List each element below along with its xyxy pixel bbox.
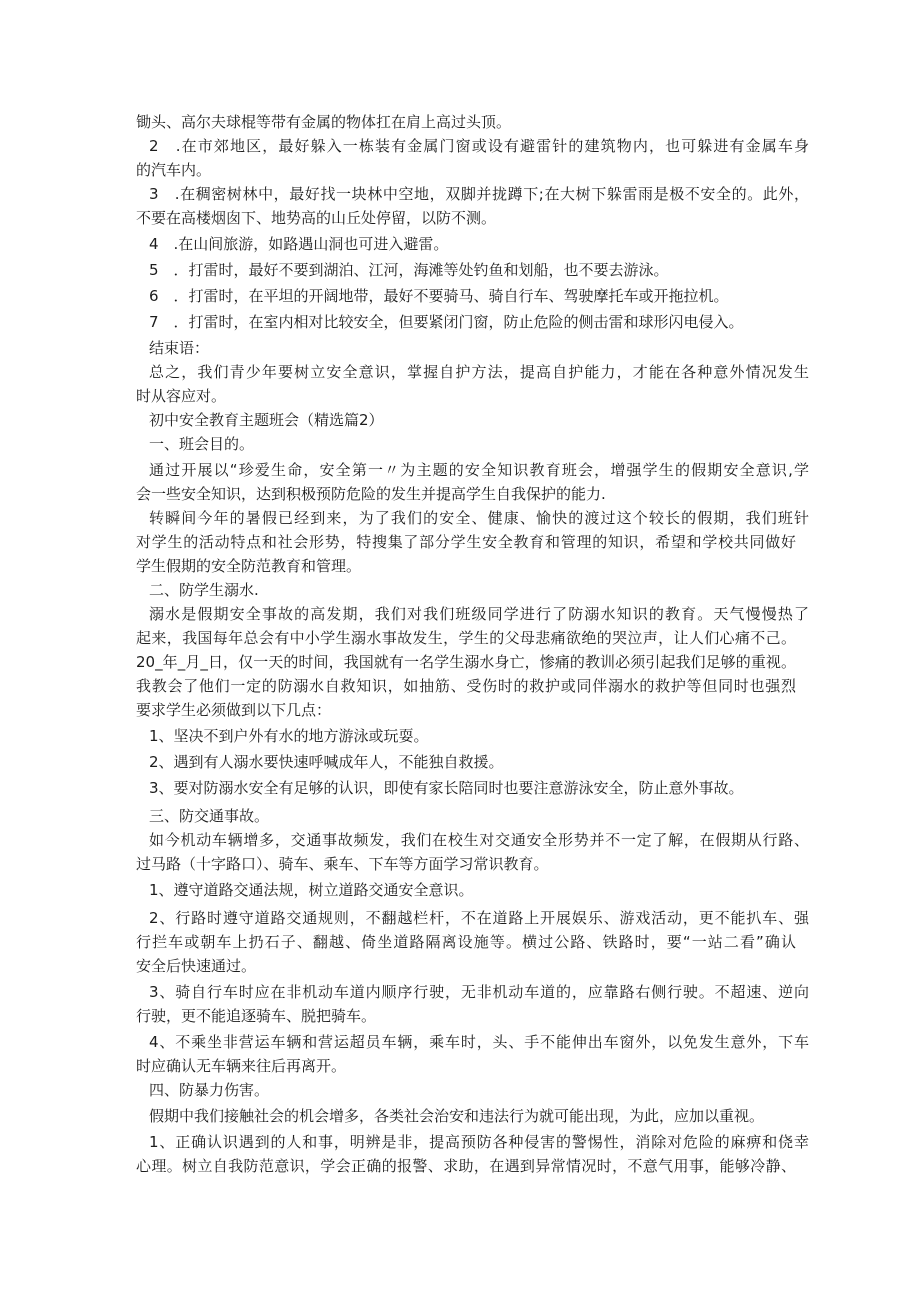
text-line: 4 .在山间旅游，如路遇山洞也可进入避雷。 bbox=[149, 235, 449, 253]
list-item: 1、正确认识遇到的人和事，明辨是非，提高预防各种侵害的警惕性，消除对危险的麻痹和侥幸 bbox=[149, 1133, 809, 1151]
text-line: 的汽车内。 bbox=[136, 161, 212, 179]
text-line: 6 ．打雷时，在平坦的开阔地带，最好不要骑马、骑自行车、驾驶摩托车或开拖拉机。 bbox=[149, 287, 729, 305]
text-line: 假期中我们接触社会的机会增多，各类社会治安和违法行为就可能出现，为此，应加以重视。 bbox=[149, 1107, 765, 1125]
text-line: 我教会了他们一定的防溺水自救知识，如抽筋、受伤时的救护或同伴溺水的救护等但同时也强烈 bbox=[136, 677, 796, 695]
section-title: 初中安全教育主题班会（精选篇2） bbox=[149, 411, 384, 429]
text-line: 不要在高楼烟囱下、地势高的山丘处停留，以防不测。 bbox=[136, 209, 497, 227]
list-item: 2、行路时遵守道路交通规则，不翻越栏杆，不在道路上开展娱乐、游戏活动，更不能扒车、强 bbox=[149, 909, 809, 927]
text-line: 时从容应对。 bbox=[136, 387, 227, 405]
list-item: 2、遇到有人溺水要快速呼喊成年人，不能独自救援。 bbox=[149, 753, 504, 771]
text-line: 20_年_月_日，仅一天的时间，我国就有一名学生溺水身亡，惨痛的教训必须引起我们足够的重视。 bbox=[136, 653, 796, 671]
list-item: 3、骑自行车时应在非机动车道内顺序行驶，无非机动车道的，应靠路右侧行驶。不超速、逆向 bbox=[149, 983, 809, 1001]
text-line: 起来，我国每年总会有中小学生溺水事故发生，学生的父母悲痛欲绝的哭泣声，让人们心痛不己。 bbox=[136, 629, 796, 647]
text-line: 锄头、高尔夫球棍等带有金属的物体扛在肩上高过头顶。 bbox=[136, 113, 512, 131]
text-line: 学生假期的安全防范教育和管理。 bbox=[136, 557, 362, 575]
text-line: 3 .在稠密树林中，最好找一块林中空地，双脚并拢蹲下;在大树下躲雷雨是极不安全的。此外， bbox=[149, 185, 809, 203]
text-line: 行驶，更不能追逐骑车、脱把骑车。 bbox=[136, 1007, 377, 1025]
text-line: 心理。树立自我防范意识，学会正确的报警、求助，在遇到异常情况时，不意气用事，能够冷静、 bbox=[136, 1157, 796, 1175]
text-line: 要求学生必须做到以下几点： bbox=[136, 701, 332, 719]
text-line: 过马路（十字路口）、骑车、乘车、下车等方面学习常识教育。 bbox=[136, 855, 549, 873]
section-heading: 二、防学生溺水. bbox=[149, 581, 259, 599]
section-heading: 三、防交通事故。 bbox=[149, 807, 270, 825]
text-line: 总之，我们青少年要树立安全意识，掌握自护方法，提高自护能力，才能在各种意外情况发生 bbox=[149, 363, 809, 381]
list-item: 1、坚决不到户外有水的地方游泳或玩耍。 bbox=[149, 727, 429, 745]
section-heading: 一、班会目的。 bbox=[149, 435, 255, 453]
text-line: 结束语： bbox=[149, 339, 210, 357]
text-line: 2 .在市郊地区，最好躲入一栋装有金属门窗或设有避雷针的建筑物内，也可躲进有金属车身 bbox=[149, 137, 809, 155]
text-line: 5 ．打雷时，最好不要到湖泊、江河，海滩等处钓鱼和划船，也不要去游泳。 bbox=[149, 261, 669, 279]
text-line: 会一些安全知识，达到积极预防危险的发生并提高学生自我保护的能力. bbox=[136, 485, 606, 503]
text-line: 行拦车或朝车上扔石子、翻越、倚坐道路隔离设施等。横过公路、铁路时，要“一站二看”确认 bbox=[136, 933, 796, 951]
text-line: 溺水是假期安全事故的高发期，我们对我们班级同学进行了防溺水知识的教育。天气慢慢热了 bbox=[149, 605, 809, 623]
text-line: 通过开展以“珍爱生命，安全第一〃为主题的安全知识教育班会，增强学生的假期安全意识,学 bbox=[149, 461, 809, 479]
text-line: 对学生的活动特点和社会形势，特搜集了部分学生安全教育和管理的知识，希望和学校共同做好 bbox=[136, 533, 796, 551]
text-line: 安全后快速通过。 bbox=[136, 957, 257, 975]
list-item: 4、不乘坐非营运车辆和营运超员车辆，乘车时，头、手不能伸出车窗外，以免发生意外，下车 bbox=[149, 1033, 809, 1051]
list-item: 1、遵守道路交通法规，树立道路交通安全意识。 bbox=[149, 881, 474, 899]
text-line: 时应确认无车辆来往后再离开。 bbox=[136, 1057, 347, 1075]
text-line: 转瞬间今年的暑假已经到来，为了我们的安全、健康、愉快的渡过这个较长的假期，我们班针 bbox=[149, 509, 809, 527]
text-line: 7 ．打雷时，在室内相对比较安全，但要紧闭门窗，防止危险的侧击雷和球形闪电侵入。 bbox=[149, 313, 744, 331]
section-heading: 四、防暴力伤害。 bbox=[149, 1081, 270, 1099]
text-line: 如今机动车辆增多，交通事故频发，我们在校生对交通安全形势并不一定了解，在假期从行路、 bbox=[149, 831, 809, 849]
list-item: 3、要对防溺水安全有足够的认识，即使有家长陪同时也要注意游泳安全，防止意外事故。 bbox=[149, 779, 744, 797]
